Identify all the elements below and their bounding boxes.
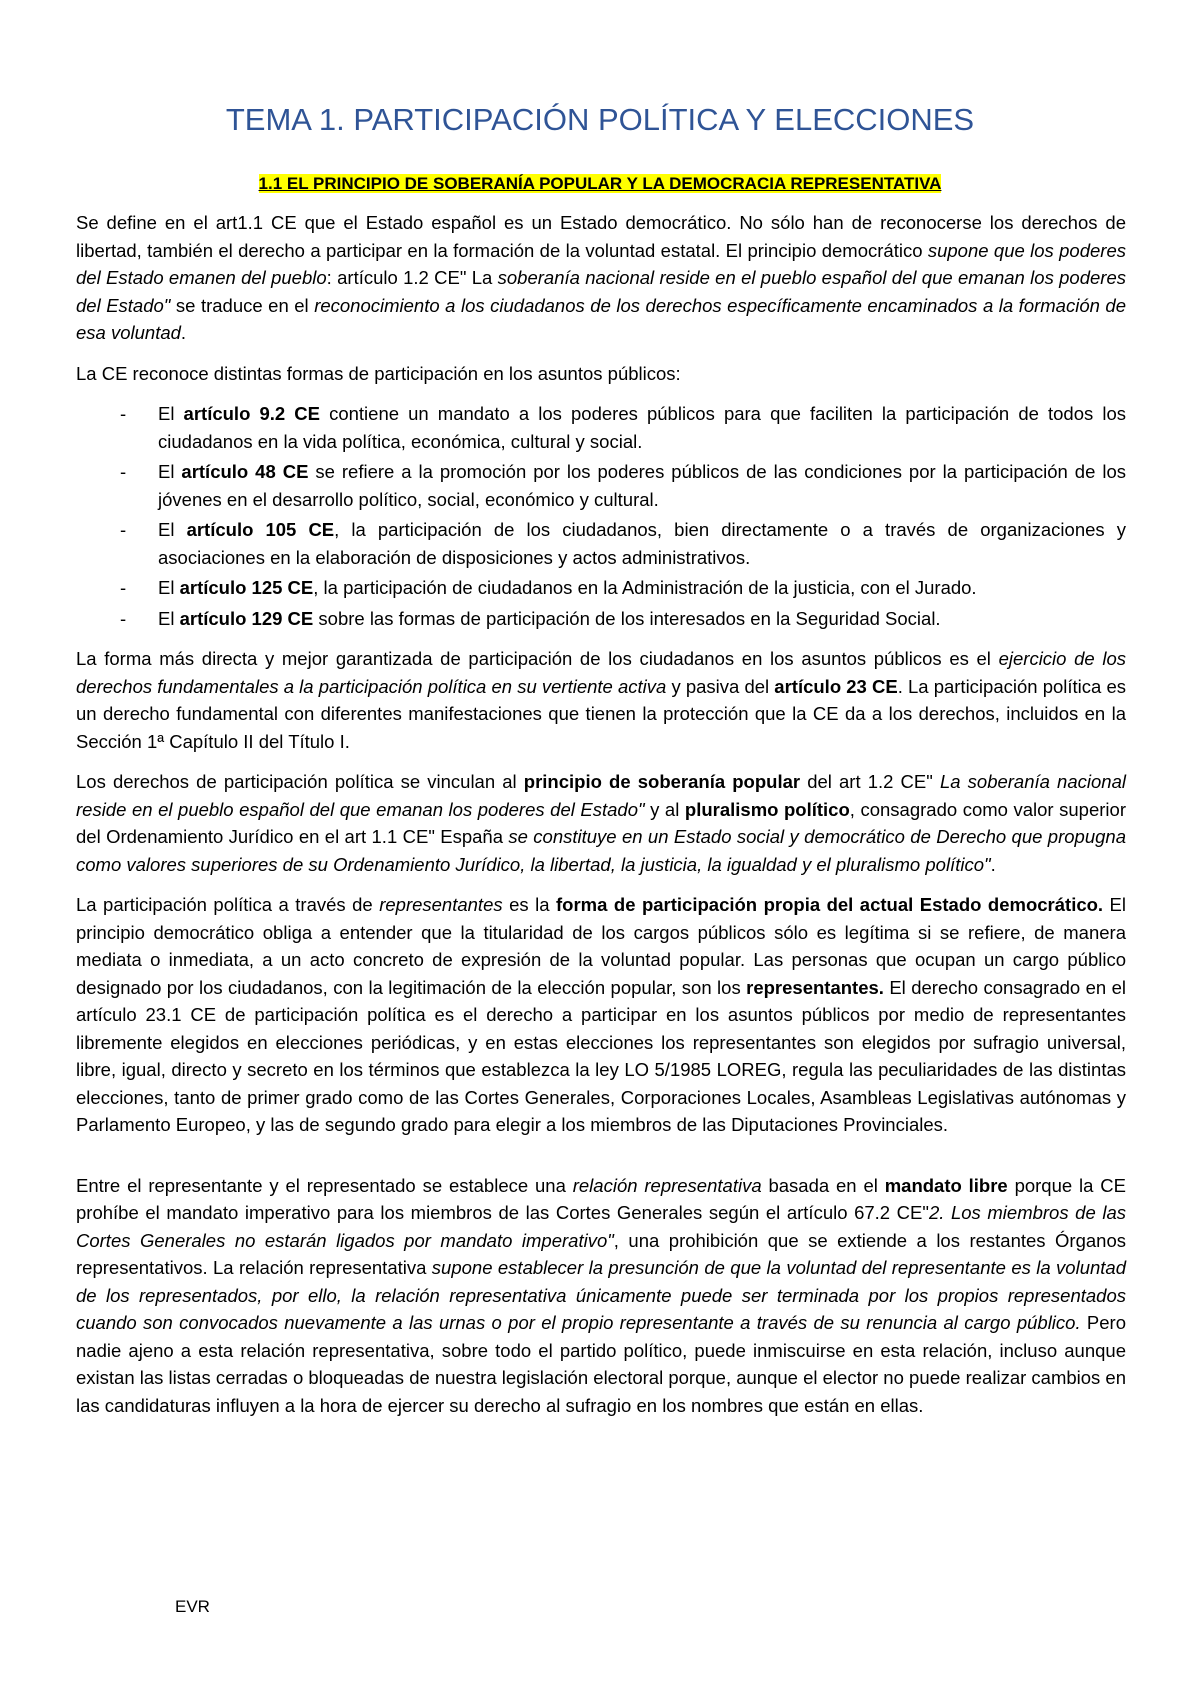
list-item <box>76 458 1126 513</box>
text: . <box>180 322 187 343</box>
italic-text: supone que los poderes del Estado emanen del pueblo <box>76 239 1126 288</box>
bold-text: artículo 125 CE <box>179 577 314 598</box>
paragraph-2: La CE reconoce distintas formas de participación en los asuntos públicos: <box>76 362 681 384</box>
bold-text: artículo 129 CE <box>179 607 314 629</box>
text: El <box>158 607 180 629</box>
bullet-dash: - <box>120 577 127 598</box>
bullet-dash: - <box>120 461 127 482</box>
text: Se define en el art1.1 CE que el Estado español es un Estado democrático. No sólo han de reconocerse los derechos de libertad, también el derecho a participar en la formación de la voluntad estatal. El principio democrático <box>76 212 1126 261</box>
italic-text: supone establecer la presunción de que la voluntad del representante es la voluntad de los representados, por ello, la relación representativa únicamente puede ser terminada por los propios representados cuando son convocados nuevamente a las urnas o por el propio representante a través de su renuncia al cargo público. <box>76 1257 1126 1333</box>
text: El <box>158 403 184 424</box>
text: La forma más directa y mejor garantizada de participación de los ciudadanos en los asuntos públicos es el <box>76 648 999 669</box>
bold-text: artículo 9.2 CE <box>183 403 320 424</box>
text: del art 1.2 CE" <box>800 771 940 792</box>
list-item <box>76 516 1126 571</box>
section-heading <box>0 172 1200 196</box>
italic-text: soberanía nacional reside en el pueblo español del que emanan los poderes del Estado" <box>76 267 1126 316</box>
paragraph-5 <box>76 891 1126 1139</box>
page-title: TEMA 1. PARTICIPACIÓN POLÍTICA Y ELECCIONES <box>225 102 975 137</box>
text: Pero nadie ajeno a esta relación representativa, sobre todo el partido político, puede inmiscuirse en esta relación, incluso aunque existan las listas cerradas o bloqueadas de nuestra legislación electoral porque, aunque el elector no puede realizar cambios en las candidaturas influyen a la hora de ejercer su derecho al sufragio en los nombres que están en ellas. <box>76 1312 1127 1416</box>
text: El <box>158 461 182 482</box>
text: , la participación de ciudadanos en la Administración de la justicia, con el Jurado. <box>313 577 977 598</box>
text: sobre las formas de participación de los interesados en la Seguridad Social. <box>313 607 941 629</box>
paragraph-4 <box>76 768 1126 878</box>
bold-text: artículo 48 CE <box>181 461 309 482</box>
text: Entre el representante y el representado se establece una <box>76 1174 573 1196</box>
bold-text: principio de soberanía popular <box>523 771 801 792</box>
text: se refiere a la promoción por los poderes públicos de las condiciones por la participación de los jóvenes en el desarrollo político, social, económico y cultural. <box>158 461 1126 510</box>
bold-text: forma de participación propia del actual Estado democrático. <box>556 894 1104 915</box>
bold-text: artículo 105 CE <box>186 519 335 540</box>
italic-text: ejercicio de los derechos fundamentales a la participación política en su vertiente activa <box>76 648 1127 697</box>
italic-text: relación representativa <box>572 1174 762 1196</box>
section-heading-text: 1.1 EL PRINCIPIO DE SOBERANÍA POPULAR Y LA DEMOCRACIA REPRESENTATIVA <box>258 174 942 193</box>
text: contiene un mandato a los poderes públicos para que faciliten la participación de todos los ciudadanos en la vida política, económica, cultural y social. <box>158 403 1126 452</box>
text: El principio democrático obliga a entender que la titularidad de los cargos públicos sólo es legítima si se refiere, de manera mediata o inmediata, a un acto concreto de expresión de la voluntad popular. Las personas que ocupan un cargo público designado por los ciudadanos, con la legitimación de la elección popular, son los <box>76 894 1127 998</box>
document-body <box>76 209 1126 1432</box>
list-item <box>76 605 1126 633</box>
list-item <box>76 574 1126 602</box>
italic-text: La soberanía nacional reside en el pueblo español del que emanan los poderes del Estado" <box>76 771 1126 820</box>
page-footer: EVR <box>175 1597 210 1616</box>
bullet-dash: - <box>120 403 127 424</box>
paragraph-1 <box>76 209 1126 347</box>
text: El derecho consagrado en el artículo 23.1 CE de participación política es el derecho a participar en los asuntos públicos por medio de representantes libremente elegidos en elecciones periódicas, y en estas elecciones los representantes son elegidos por sufragio universal, libre, igual, directo y secreto en los términos que establezca la ley LO 5/1985 LOREG, regula las peculiaridades de las distintas elecciones, tanto de primer grado como de las Cortes Generales, Corporaciones Locales, Asambleas Legislativas autónomas y Parlamento Europeo, y las de segundo grado para elegir a los miembros de las Diputaciones Provinciales. <box>76 976 1126 1135</box>
bullet-dash: - <box>120 607 127 629</box>
text: Los derechos de participación política se vinculan al <box>76 771 524 792</box>
text: y al <box>644 798 685 820</box>
text: basada en el <box>761 1174 885 1196</box>
text: : artículo 1.2 CE" La <box>326 267 498 288</box>
spacer <box>76 1152 1126 1172</box>
bullet-dash: - <box>120 519 127 540</box>
bold-text: pluralismo político <box>684 798 850 820</box>
text: , consagrado como valor superior del Ordenamiento Jurídico en el art 1.1 CE" España <box>76 798 1126 847</box>
bold-text: representantes. <box>746 976 884 998</box>
bold-text: mandato libre <box>884 1174 1008 1196</box>
text: La participación política a través de <box>76 894 380 915</box>
paragraph-3 <box>76 645 1126 755</box>
text: y pasiva del <box>666 675 775 697</box>
text: porque la CE prohíbe el mandato imperativo para los miembros de las Cortes Generales según el artículo 67.2 CE" <box>76 1174 1126 1223</box>
italic-text: reconocimiento a los ciudadanos de los derechos específicamente encaminados a la formación de esa voluntad <box>76 294 1126 343</box>
text: El <box>158 577 180 598</box>
text: El <box>158 519 187 540</box>
text: . <box>990 853 996 875</box>
italic-text: se constituye en un Estado social y democrático de Derecho que propugna como valores superiores de su Ordenamiento Jurídico, la libertad, la justicia, la igualdad y el pluralismo político" <box>76 826 1126 875</box>
bold-text: artículo 23 CE <box>774 675 898 697</box>
paragraph-6 <box>76 1172 1126 1420</box>
participation-list <box>76 400 1126 632</box>
text: se traduce en el <box>170 294 315 316</box>
italic-text: 2. Los miembros de las Cortes Generales no estarán ligados por mandato imperativo" <box>76 1202 1126 1251</box>
text: es la <box>502 894 557 915</box>
text: , una prohibición que se extiende a los restantes Órganos representativos. La relación representativa <box>76 1229 1126 1278</box>
text: . La participación política es un derecho fundamental con diferentes manifestaciones que tienen la protección que la CE da a los derechos, incluidos en la Sección 1ª Capítulo II del Título I. <box>76 675 1126 752</box>
list-item <box>76 400 1126 455</box>
text: , la participación de los ciudadanos, bien directamente o a través de organizaciones y asociaciones en la elaboración de disposiciones y actos administrativos. <box>158 519 1127 568</box>
italic-text: representantes <box>379 894 503 915</box>
